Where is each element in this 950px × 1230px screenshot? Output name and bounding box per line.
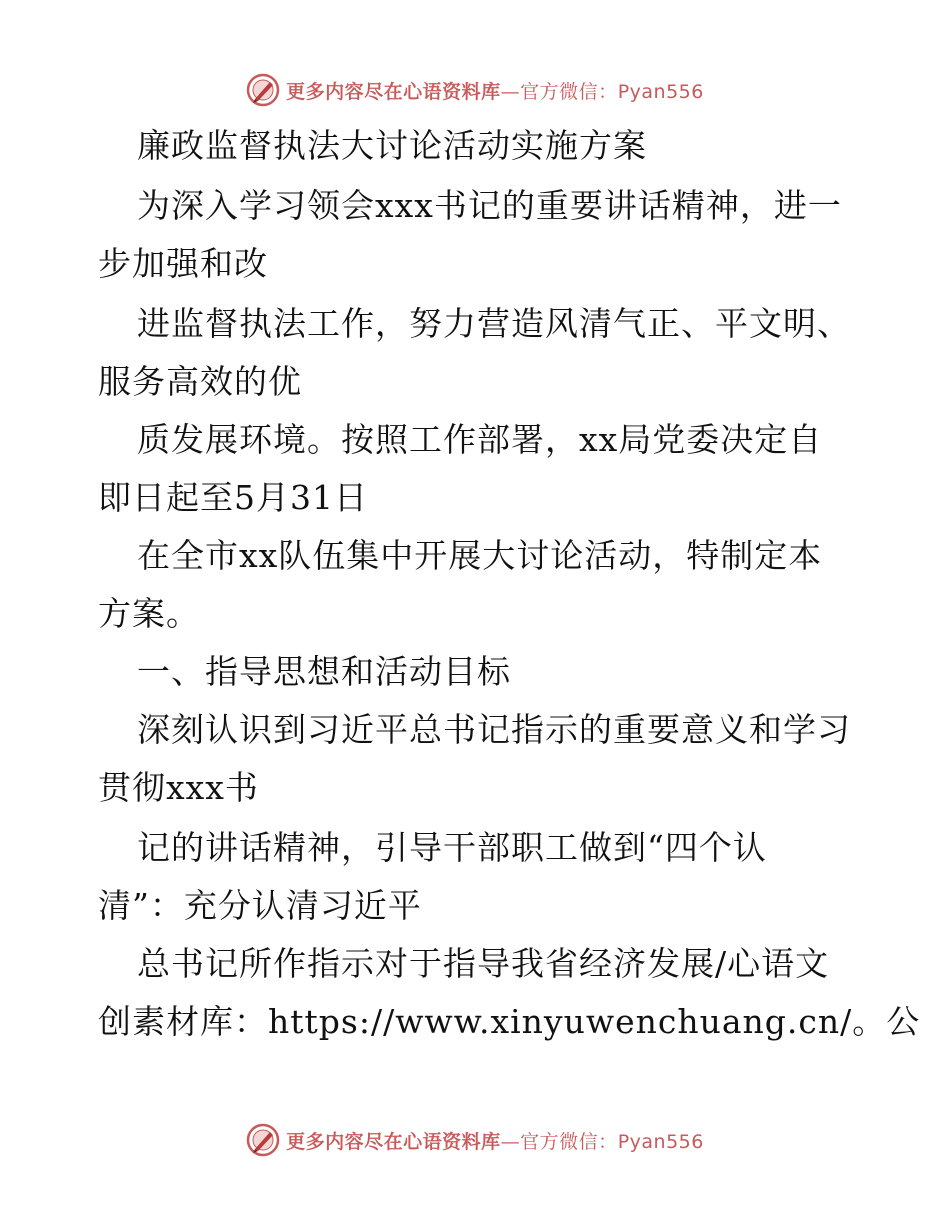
pen-seal-logo-icon: [246, 1123, 280, 1157]
text-line: 深刻认识到习近平总书记指示的重要意义和学习: [137, 710, 851, 749]
text-line: 方案。: [98, 594, 200, 633]
text-line: 为深入学习领会xxx书记的重要讲话精神，进一: [137, 186, 842, 225]
header-watermark-banner: [0, 70, 950, 110]
text-line: 步加强和改: [98, 244, 268, 283]
text-line: 创素材库：https://www.xinyuwenchuang.cn/。公: [98, 1002, 921, 1041]
watermark-text: 更多内容尽在心语资料库—官方微信：Pyan556: [286, 80, 704, 103]
document-title: 廉政监督执法大讨论活动实施方案: [137, 126, 647, 165]
text-line: 记的讲话精神，引导干部职工做到“四个认: [137, 828, 767, 867]
text-line: 贯彻xxx书: [98, 768, 259, 807]
text-line: 即日起至5月31日: [98, 478, 368, 517]
text-line: 在全市xx队伍集中开展大讨论活动，特制定本: [137, 536, 823, 575]
text-line: 总书记所作指示对于指导我省经济发展/心语文: [137, 944, 830, 983]
text-line: 质发展环境。按照工作部署，xx局党委决定自: [137, 420, 823, 459]
text-line: 进监督执法工作，努力营造风清气正、平文明、: [137, 304, 851, 343]
text-line: 服务高效的优: [98, 362, 302, 401]
watermark-text: 更多内容尽在心语资料库—官方微信：Pyan556: [286, 1130, 704, 1153]
section-heading: 一、指导思想和活动目标: [137, 652, 511, 691]
footer-watermark-banner: [0, 1120, 950, 1160]
text-line: 清”：充分认清习近平: [98, 886, 422, 925]
pen-seal-logo-icon: [246, 73, 280, 107]
